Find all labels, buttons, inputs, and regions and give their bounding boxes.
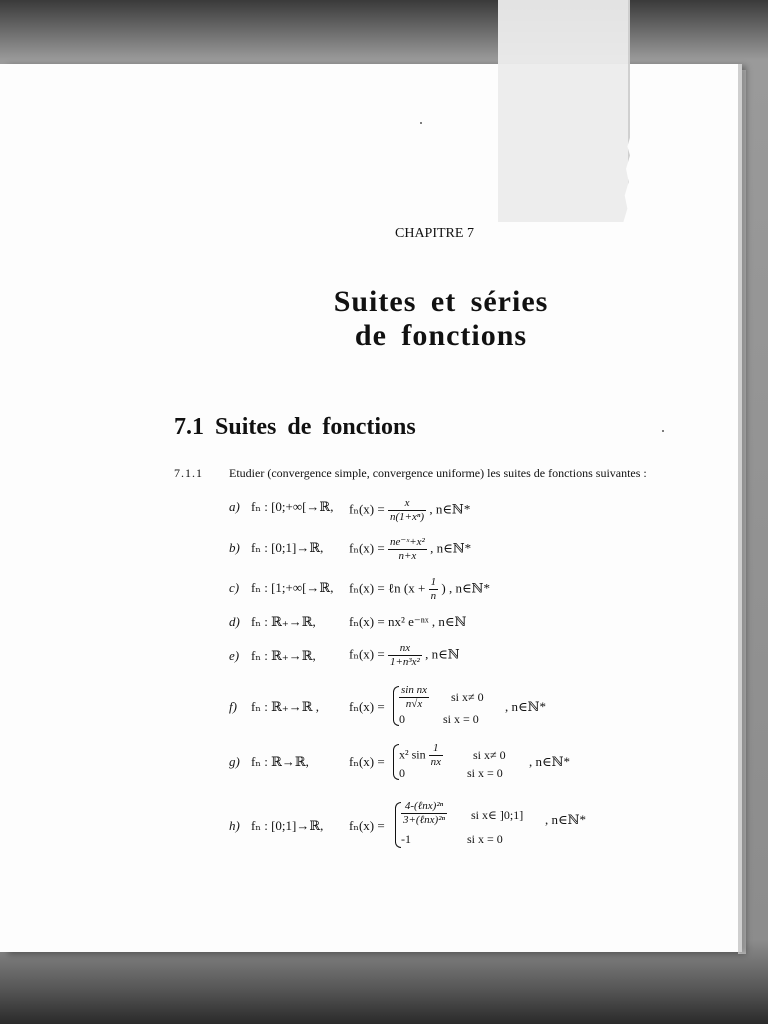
denominator: n√x bbox=[405, 698, 423, 710]
title-line-1: Suites et séries bbox=[333, 285, 549, 318]
page-edge bbox=[738, 70, 746, 954]
n-domain: , n∈ℕ* bbox=[448, 580, 490, 596]
item-domain: fₙ : [0;1]→ℝ, bbox=[251, 818, 324, 833]
case-2-condition: si x = 0 bbox=[443, 712, 479, 726]
case-1-value bbox=[399, 684, 429, 711]
case-2-value: 0 bbox=[399, 712, 405, 726]
item-domain: fₙ : ℝ₊→ℝ , bbox=[251, 699, 320, 714]
item-formula bbox=[349, 614, 466, 630]
item-domain: fₙ : ℝ₊→ℝ, bbox=[251, 648, 316, 663]
case-1-condition: si x≠ 0 bbox=[451, 690, 484, 704]
formula-lhs: fₙ(x) = bbox=[349, 754, 385, 769]
numerator: 4-(ℓnx)²ⁿ bbox=[401, 800, 447, 814]
formula-lhs: fₙ(x) = bbox=[349, 501, 385, 517]
numerator: nx bbox=[388, 642, 422, 656]
n-domain: , n∈ℕ* bbox=[430, 540, 472, 556]
fraction bbox=[388, 536, 427, 563]
numerator: 1 bbox=[430, 576, 437, 588]
case-2-condition: si x = 0 bbox=[467, 766, 503, 780]
n-domain: , n∈ℕ* bbox=[429, 501, 471, 517]
item-formula bbox=[349, 576, 490, 603]
n-domain: , n∈ℕ* bbox=[529, 754, 571, 769]
fraction bbox=[429, 742, 443, 769]
item-label: h) bbox=[229, 818, 240, 833]
item-label: d) bbox=[229, 614, 240, 629]
case-1-value bbox=[401, 800, 447, 827]
speck bbox=[420, 122, 422, 124]
item-formula bbox=[349, 642, 460, 669]
item-label: g) bbox=[229, 754, 240, 769]
item-formula bbox=[349, 536, 471, 563]
fraction bbox=[388, 642, 422, 669]
numerator: sin nx bbox=[401, 684, 427, 696]
item-domain: fₙ : [0;+∞[→ℝ, bbox=[251, 499, 334, 514]
case-2-value: 0 bbox=[399, 766, 405, 780]
item-domain: fₙ : [1;+∞[→ℝ, bbox=[251, 580, 334, 595]
section-heading: 7.1 Suites de fonctions bbox=[174, 414, 416, 440]
item-h bbox=[229, 800, 619, 850]
denominator: 3+(ℓnx)²ⁿ bbox=[403, 814, 445, 826]
formula-lhs: fₙ(x) = bbox=[349, 646, 385, 662]
formula-lhs: fₙ(x) = bbox=[349, 818, 385, 833]
chapter-title bbox=[296, 285, 586, 353]
exercise-number: 7.1.1 bbox=[174, 466, 203, 480]
formula-lhs: fₙ(x) = ℓn (x + bbox=[349, 580, 426, 596]
fraction bbox=[401, 800, 447, 827]
fraction bbox=[388, 497, 426, 524]
item-label: b) bbox=[229, 540, 240, 555]
item-label: e) bbox=[229, 648, 240, 663]
case-2-value: -1 bbox=[401, 832, 411, 846]
chapter-label: CHAPITRE 7 bbox=[395, 226, 474, 241]
case-1-condition: si x≠ 0 bbox=[473, 748, 506, 762]
formula-lhs: fₙ(x) = bbox=[349, 540, 385, 556]
case-1-value bbox=[399, 742, 443, 769]
item-g bbox=[229, 742, 609, 782]
fraction bbox=[399, 684, 429, 711]
n-domain: , n∈ℕ* bbox=[545, 812, 587, 827]
denominator: n bbox=[430, 590, 437, 602]
numerator: 1 bbox=[429, 742, 443, 756]
item-label: c) bbox=[229, 580, 240, 595]
item-label: f) bbox=[229, 699, 237, 714]
numerator: ne⁻ˣ+x² bbox=[389, 536, 425, 548]
item-domain: fₙ : [0;1]→ℝ, bbox=[251, 540, 324, 555]
item-domain: fₙ : ℝ₊→ℝ, bbox=[251, 614, 316, 629]
n-domain: , n∈ℕ bbox=[431, 614, 467, 629]
item-label: a) bbox=[229, 499, 240, 514]
formula-rhs: ) bbox=[441, 580, 446, 596]
title-line-2: de fonctions bbox=[354, 319, 528, 352]
exercise-intro: Etudier (convergence simple, convergence uniforme) les suites de fonctions suivantes : bbox=[229, 466, 647, 480]
denominator: 1+n³x² bbox=[389, 656, 420, 668]
item-formula bbox=[349, 497, 470, 524]
fraction bbox=[429, 576, 439, 603]
n-domain: , n∈ℕ* bbox=[505, 699, 547, 714]
denominator: nx bbox=[430, 756, 441, 768]
denominator: n+x bbox=[398, 550, 417, 562]
case-1-condition: si x∈ ]0;1] bbox=[471, 808, 524, 822]
case-2-condition: si x = 0 bbox=[467, 832, 503, 846]
denominator: n(1+xⁿ) bbox=[389, 511, 425, 523]
item-f bbox=[229, 684, 609, 730]
case-1-prefix: x² sin bbox=[399, 747, 426, 762]
numerator: x bbox=[388, 497, 426, 511]
formula-expr: fₙ(x) = nx² e⁻ⁿˣ bbox=[349, 614, 429, 629]
adhesive-tape bbox=[498, 0, 630, 222]
speck bbox=[662, 430, 664, 432]
item-domain: fₙ : ℝ→ℝ, bbox=[251, 754, 309, 769]
n-domain: , n∈ℕ bbox=[425, 646, 460, 662]
formula-lhs: fₙ(x) = bbox=[349, 699, 385, 714]
